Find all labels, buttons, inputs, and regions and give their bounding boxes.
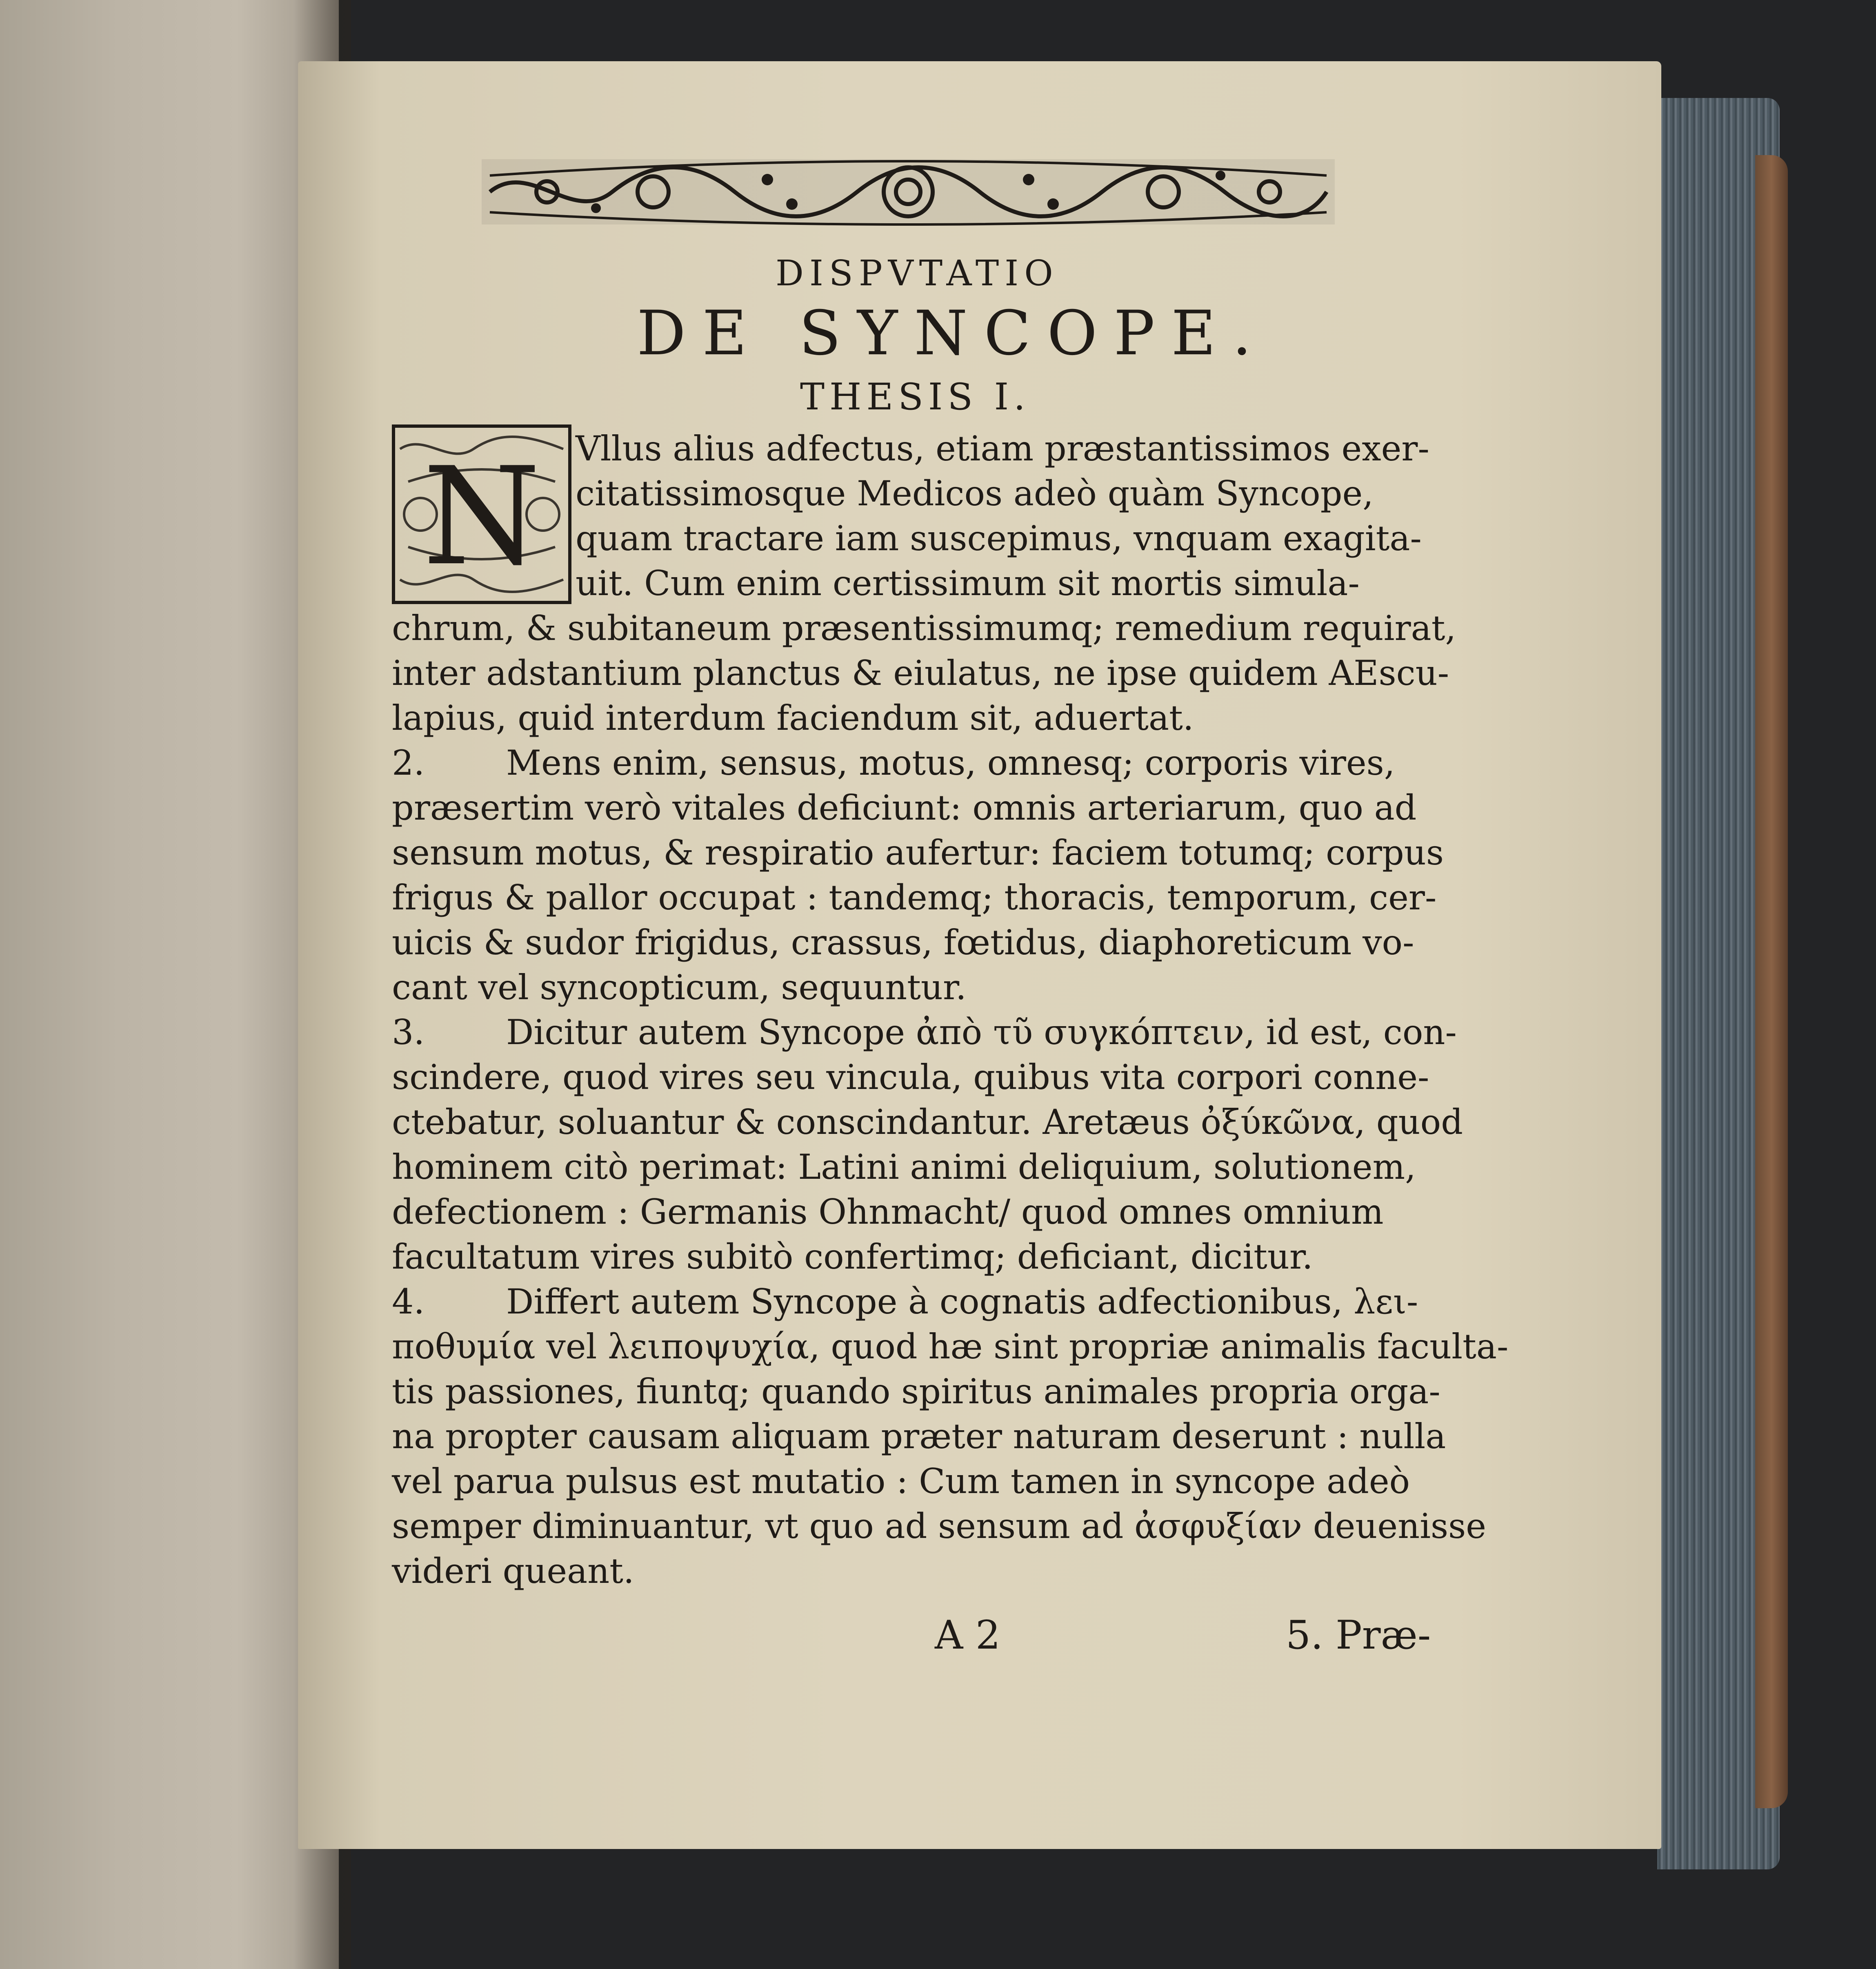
body-line: ctebatur, soluantur & conscindantur. Aretæus ὀξύκῶνα, quod xyxy=(392,1102,1463,1142)
body-line: chrum, & subitaneum præsentissimumq; remedium requirat, xyxy=(392,608,1456,648)
body-line: hominem citò perimat: Latini animi deliquium, solutionem, xyxy=(392,1147,1416,1187)
body-line: cant vel syncopticum, sequuntur. xyxy=(392,967,967,1007)
left-page xyxy=(0,0,339,1969)
body-line: facultatum vires subitò confertimq; deficiant, dicitur. xyxy=(392,1237,1313,1277)
body-line: Differt autem Syncope à cognatis adfectionibus, λει- xyxy=(506,1282,1418,1322)
body-line: Dicitur autem Syncope ἀπὸ τῦ συγκόπτειν, id est, con- xyxy=(506,1012,1457,1052)
body-line: citatissimosque Medicos adeò quàm Syncope, xyxy=(576,473,1374,513)
body-line: tis passiones, fiuntq; quando spiritus animales propria orga- xyxy=(392,1371,1440,1411)
body-line: uit. Cum enim certissimum sit mortis simula- xyxy=(576,563,1360,603)
paragraph-number: 4. xyxy=(392,1282,425,1322)
catchword: 5. Præ- xyxy=(1286,1612,1431,1658)
body-line: scindere, quod vires seu vincula, quibus vita corpori conne- xyxy=(392,1057,1429,1097)
paragraph-number: 3. xyxy=(392,1012,425,1052)
body-line: inter adstantium planctus & eiulatus, ne ipse quidem AEscu- xyxy=(392,653,1449,693)
paragraph-number: 2. xyxy=(392,743,425,783)
body-line: frigus & pallor occupat : tandemq; thoracis, temporum, cer- xyxy=(392,878,1437,918)
body-line: semper diminuantur, vt quo ad sensum ad ἀσφυξίαν deuenisse xyxy=(392,1506,1486,1546)
body-line: quam tractare iam suscepimus, vnquam exagita- xyxy=(576,518,1422,558)
body-line: Vllus alius adfectus, etiam præstantissimos exer- xyxy=(576,429,1429,469)
body-line: ποθυμία vel λειποψυχία, quod hæ sint propriæ animalis faculta- xyxy=(392,1327,1509,1367)
body-line: præsertim verò vitales deficiunt: omnis arteriarum, quo ad xyxy=(392,788,1417,828)
svg-text:N: N xyxy=(422,438,541,595)
book-cover-edge xyxy=(1755,155,1788,1808)
thesis-heading: THESIS I. xyxy=(800,376,1030,418)
signature-mark: A 2 xyxy=(935,1612,1000,1658)
heading-disputatio: DISPVTATIO xyxy=(776,253,1059,294)
body-line: Mens enim, sensus, motus, omnesq; corporis vires, xyxy=(506,743,1395,783)
body-line: videri queant. xyxy=(392,1551,634,1591)
body-line: uicis & sudor frigidus, crassus, fœtidus, diaphoreticum vo- xyxy=(392,922,1414,962)
body-line: sensum motus, & respiratio aufertur: faciem totumq; corpus xyxy=(392,833,1444,873)
body-line: na propter causam aliquam præter naturam deserunt : nulla xyxy=(392,1416,1446,1456)
headpiece-ornament xyxy=(482,151,1335,233)
decorated-initial-n xyxy=(392,424,571,604)
body-line: vel parua pulsus est mutatio : Cum tamen in syncope adeò xyxy=(392,1461,1410,1501)
body-line: lapius, quid interdum faciendum sit, aduertat. xyxy=(392,698,1194,738)
page-title: DE SYNCOPE. xyxy=(637,298,1268,369)
body-line: defectionem : Germanis Ohnmacht/ quod omnes omnium xyxy=(392,1192,1384,1232)
